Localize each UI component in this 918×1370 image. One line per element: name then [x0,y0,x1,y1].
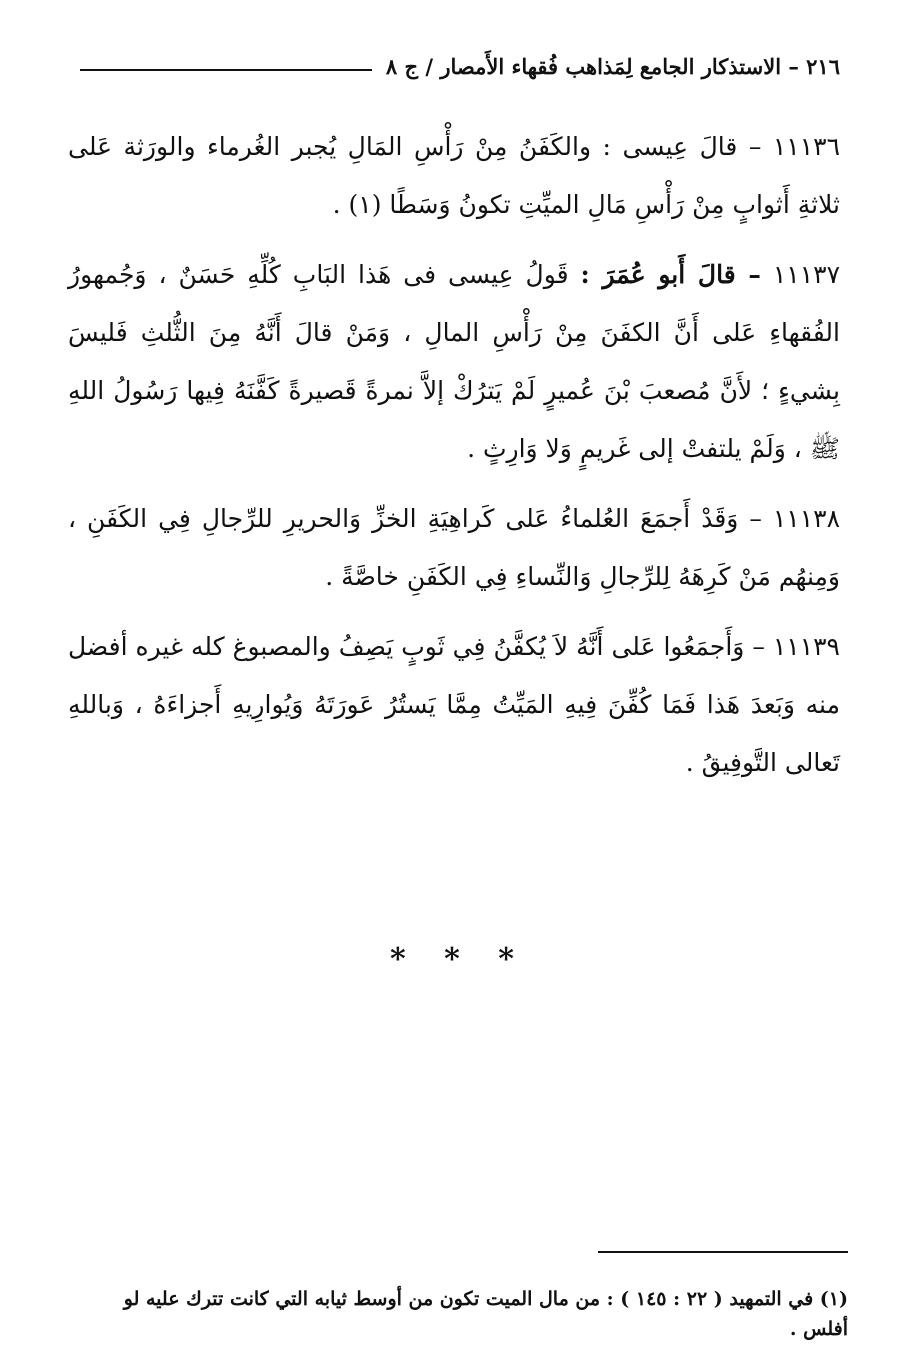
footnote: (١) في التمهيد ( ٢٢ : ١٤٥ ) : من مال الميت تكون من أوسط ثيابه التي كانت تترك عليه لو أفلس . [123,1288,848,1340]
paragraph-11139 [68,618,840,792]
page-header [80,46,840,86]
paragraph-11138 [68,490,840,606]
footnote-rule [598,1251,848,1253]
paragraph-lead: – قالَ أَبو عُمَرَ : [580,260,761,289]
paragraph-number: ١١١٣٩ [772,632,840,661]
section-separator: * * * [390,942,528,977]
body-text [68,118,840,804]
paragraph-text: – قالَ عِيسى : والكَفَنُ مِنْ رَأْسِ المَالِ يُجبر الغُرماء والورَثة عَلى ثلاثةِ أَثوابٍ مِنْ رَأْسِ مَالِ الميِّتِ تكونُ وَسَطًا (١) . [68,132,840,219]
paragraph-text: – وَقَدْ أَجمَعَ العُلماءُ عَلى كَراهِيَةِ الخزِّ وَالحريرِ للرِّجالِ فِي الكَفَنِ ، وَمِنهُم مَنْ كَرِهَهُ لِلرِّجالِ وَالنِّساءِ فِي الكَفَنِ خاصَّةً . [68,504,840,591]
paragraph-number: ١١١٣٨ [772,504,841,533]
paragraph-11137 [68,246,840,478]
paragraph-text: – وَأَجمَعُوا عَلى أَنَّهُ لاَ يُكفَّنُ فِي ثَوبٍ يَصِفُ والمصبوغ كله غيره أفضل منه وَبَعدَ هَذا فَمَا كُفِّنَ فِيهِ المَيِّتُ مِمَّا يَستُرُ عَورَتَهُ وَيُوارِيهِ أَجزاءَهُ ، وَباللهِ تَعالى التَّوفِيقُ . [68,632,840,777]
paragraph-number: ١١١٣٦ [772,132,840,161]
paragraph-text: قَولُ عِيسى فى هَذا البَابِ كُلِّهِ حَسَنٌ ، وَجُمهورُ الفُقهاءِ عَلى أَنَّ الكفَنَ مِنْ رَأْسِ المالِ ، وَمَنْ قالَ أَنَّهُ مِنَ الثُّلثِ فَليسَ بِشيءٍ ؛ لأَنَّ مُصعبَ بْنَ عُميرٍ لَمْ يَترُكْ إلاَّ نمرةً قَصيرةً كَفَّنَهُ فِيها رَسُولُ اللهِ ﷺ ، وَلَمْ يلتفتْ إلى غَريمٍ وَلا وَارِثٍ . [68,260,840,463]
running-header: ٢١٦ – الاستذكار الجامع لِمَذاهب فُقهاء الأَمصار / ج ٨ [385,53,840,79]
paragraph-number: ١١١٣٧ [772,260,840,289]
header-rule [80,69,372,71]
paragraph-11136 [68,118,840,234]
